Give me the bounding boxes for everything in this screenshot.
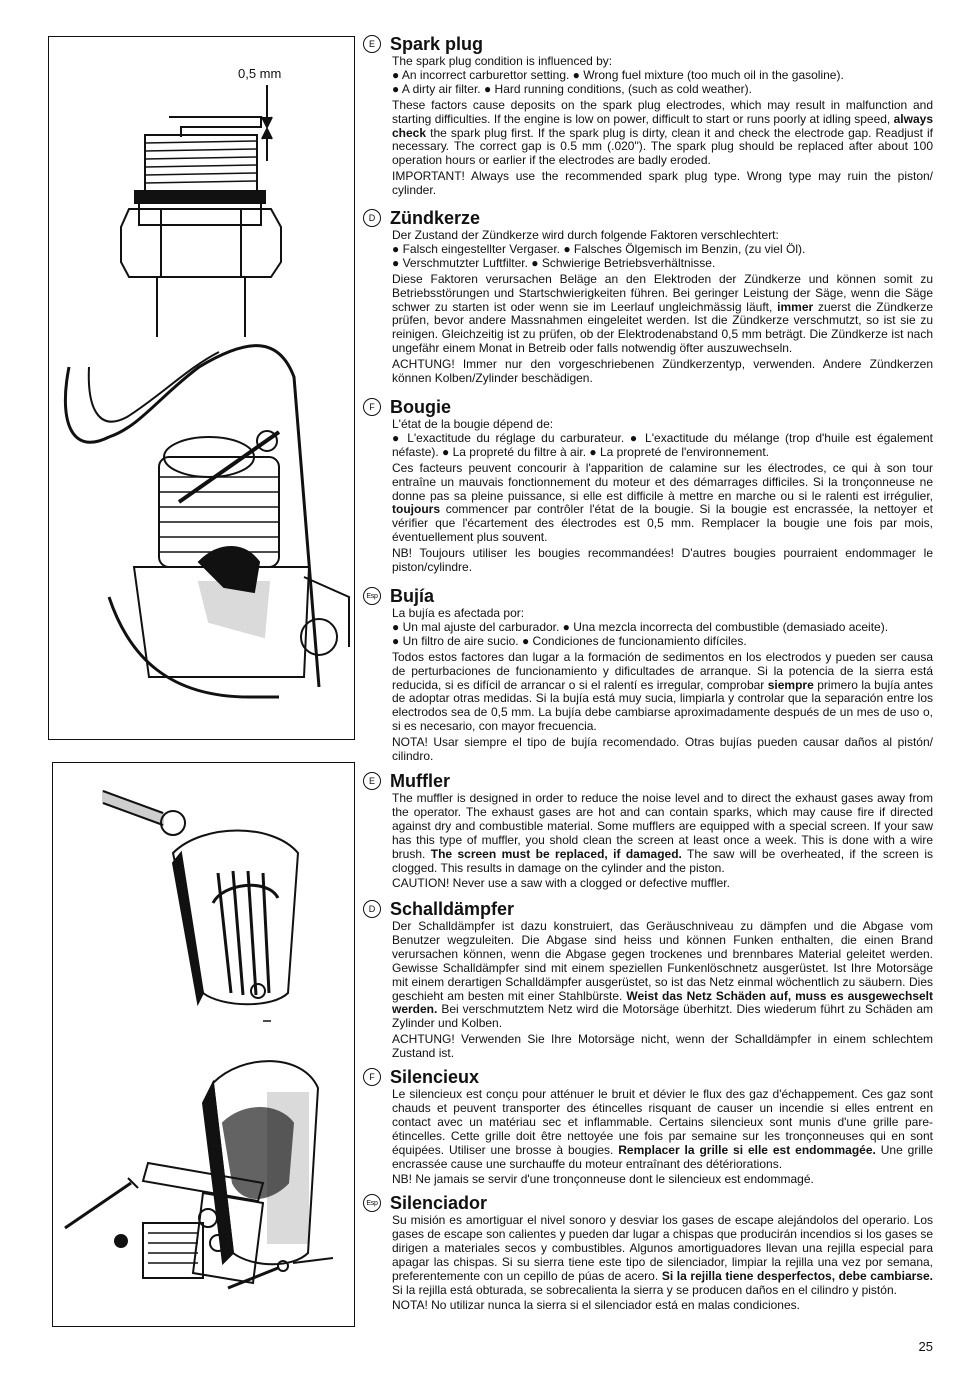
language-badge: F: [363, 398, 381, 416]
section-header: [363, 1192, 933, 1214]
section-spark-plug-de: [363, 207, 933, 386]
bullet-line: ● Falsch eingestellter Vergaser. ● Falsches Ölgemisch im Benzin, (zu viel Öl).: [392, 241, 806, 256]
paragraph: Le silencieux est conçu pour atténuer le bruit et dévier le flux des gaz d'échappement. Ces gaz sont chauds et peuvent transporter des étincelles risquant de causer un incendie si elles entrent en contact avec un matériau sec et inflammable. Certains silencieux sont munis d'une grille pare-étincelles. Cette grille doit être nettoyée une fois par semaine sur les tronçonneuses qui en sont équipées. Utiliser une brosse à bougies. Remplacer la grille si elle est endommagée. Une grille encrassée cause une surchauffe du moteur entraînant des détériorations.: [392, 1087, 934, 1171]
section-header: [363, 396, 933, 418]
language-badge: Esp: [363, 587, 381, 605]
language-badge: F: [363, 1068, 381, 1086]
language-badge: E: [363, 772, 381, 790]
muffler-illustration: [53, 763, 354, 1326]
section-header: [363, 898, 933, 920]
warning-text: NOTA! No utilizar nunca la sierra si el silenciador está en malas condiciones.: [392, 1298, 800, 1313]
section-header: [363, 33, 933, 55]
bullet-line: ● Verschmutzter Luftfilter. ● Schwierige Betriebsverhältnisse.: [392, 255, 716, 270]
section-spark-plug-fr: [363, 396, 933, 575]
section-body: [392, 229, 933, 386]
section-title: Zündkerze: [390, 207, 481, 228]
page-number: 25: [918, 1339, 933, 1354]
language-badge: D: [363, 209, 381, 227]
paragraph: Todos estos factores dan lugar a la formación de sedimentos en los electrodos y pueden ser causa de perturbaciones de funcionamiento y dificultades de arranque. Si la potencia de la sierra está reducida, si es difícil de arrancar o si el ralentí es irregular, comprobar siempre primero la bujía antes de adoptar otras medidas. Si la bujía está muy sucia, limpiarla y controlar que la separación entre los electrodos sea de 0,5 mm. La bujía debe cambiarse aproximadamente después de un mes de uso o, si es necesario, con mayor frecuencia.: [392, 649, 933, 734]
section-title: Bougie: [390, 396, 451, 417]
section-title: Silenciador: [390, 1192, 488, 1213]
section-spark-plug-en: [363, 33, 933, 198]
warning-text: IMPORTANT! Always use the recommended spark plug type. Wrong type may ruin the piston/ cylinder.: [392, 169, 933, 198]
paragraph: These factors cause deposits on the spark plug electrodes, which may result in malfunction and starting difficulties. If the engine is low on power, difficult to start or runs poorly at idling speed, always check the spark plug first. If the spark plug is dirty, clean it and check the electrode gap. Readjust if necessary. The correct gap is 0.5 mm (.020"). The spark plug should be replaced after about 100 operation hours or earlier if the electrodes are badly eroded.: [392, 97, 933, 168]
section-header: [363, 585, 933, 607]
section-body: [392, 792, 933, 891]
section-muffler-en: [363, 770, 933, 891]
intro-text: The spark plug condition is influenced by:: [392, 54, 613, 68]
warning-text: ACHTUNG! Verwenden Sie Ihre Motorsäge nicht, wenn der Schalldämpfer in einem schlechtem Zustand ist.: [392, 1032, 933, 1061]
bullet-line: ● A dirty air filter. ● Hard running conditions, (such as cold weather).: [392, 81, 752, 96]
section-title: Bujía: [390, 585, 435, 606]
section-spark-plug-es: [363, 585, 933, 764]
paragraph: Diese Faktoren verursachen Beläge an den Elektroden der Zündkerze und können somit zu Betriebsstörungen und Startschwierigkeiten führen. Bei geringer Leistung der Säge, wenn die Säge schwer zu starten ist oder wenn sie im Leerlauf ungleichmässig läuft, immer zuerst die Zündkerze prüfen, bevor andere Massnahmen eingeleitet werden. Ist die Zündkerze verschmutzt, so ist sie zu reinigen. Gleichzeitig ist zu prüfen, ob der Elektrodenabstand 0,5 mm beträgt. Die Zündkerze ist nach ungefähr einem Monat in Betreib oder falls notwendig öfter auszuwechseln.: [392, 271, 934, 356]
section-body: [392, 920, 933, 1061]
warning-text: NB! Ne jamais se servir d'une tronçonneuse dont le silencieux est endommagé.: [392, 1172, 814, 1187]
section-body: [392, 418, 933, 575]
paragraph: Ces facteurs peuvent concourir à l'apparition de calamine sur les électrodes, ce qui à son tour entraîne un mauvais fonctionnement du moteur et des démarrages difficiles. Si la tronçonneuse ne donne pas sa pleine puissance, si elle est difficile à mettre en marche ou si le ralenti est irrégulier, toujours commencer par contrôler l'état de la bougie. Si la bougie est encrassée, la nettoyer et vérifier que l'écartement des électrodes est 0,5 mm. Remplacer la bougie une fois par mois, éventuellement plus souvent.: [392, 460, 933, 545]
spark-plug-figure: [48, 36, 355, 740]
language-badge: Esp: [363, 1194, 381, 1212]
section-body: [392, 607, 933, 764]
bullet-line: ● L'exactitude du réglage du carburateur. ● L'exactitude du mélange (trop d'huile est également néfaste). ● La propreté du filtre à air. ● La propreté de l'environnement.: [392, 430, 933, 459]
muffler-figure: [52, 762, 355, 1327]
warning-text: NOTA! Usar siempre el tipo de bujía recomendado. Otras bujías pueden causar daños al pistón/ cilindro.: [392, 735, 933, 764]
paragraph: Su misión es amortiguar el nivel sonoro y desviar los gases de escape alejándolos del operario. Los gases de escape son calientes y pueden dar lugar a chispas que producirán incendios si los gases se dirigen a materiales secos y combustibles. Algunos amortiguadores llevan una rejilla especial para apagar las chispas. Si su sierra tiene este tipo de silenciador, limpiar la rejilla una vez por semana, preferentemente con un cepillo de púas de acero. Si la rejilla tiene desperfectos, debe cambiarse. Si la rejilla está obturada, se sobrecalienta la sierra y se producen daños en el cilindro y pistón.: [392, 1213, 934, 1297]
spark-plug-illustration: [49, 37, 354, 739]
intro-text: L'état de la bougie dépend de:: [392, 417, 554, 431]
gap-label: 0,5 mm: [238, 66, 282, 81]
section-muffler-es: [363, 1192, 933, 1313]
paragraph: Der Schalldämpfer ist dazu konstruiert, das Geräuschniveau zu dämpfen und die Abgase vom Benutzer wegzuleiten. Die Abgase sind heiss und können Funken enthalten, die einen Brand verursachen können, wenn die Abgase gegen trockenes und brennbares Material geleitet werden. Gewisse Schalldämpfer sind mit einem speziellen Funkenlöschnetz ausgerüstet. Ist Ihre Motorsäge mit einem derartigen Schalldämpfer ausgerüstet, so ist das Netz einmal wöchentlich zu säubern. Dies geschieht am besten mit einer Stahlbürste. Weist das Netz Schäden auf, muss es ausgewechselt werden. Bei verschmutztem Netz wird die Motorsäge überhitzt. Dies wiederum führt zu Schäden am Zylinder und Kolben.: [392, 919, 933, 1031]
warning-text: CAUTION! Never use a saw with a clogged or defective muffler.: [392, 876, 730, 891]
section-body: [392, 1214, 933, 1313]
section-title: Silencieux: [390, 1066, 480, 1087]
section-title: Spark plug: [390, 33, 484, 54]
language-badge: E: [363, 35, 381, 53]
section-header: [363, 1066, 933, 1088]
section-body: [392, 1088, 933, 1187]
bullet-line: ● Un filtro de aire sucio. ● Condiciones de funcionamiento difíciles.: [392, 633, 747, 648]
intro-text: La bujía es afectada por:: [392, 606, 525, 620]
intro-text: Der Zustand der Zündkerze wird durch folgende Faktoren verschlechtert:: [392, 228, 779, 242]
language-badge: D: [363, 900, 381, 918]
bullet-line: ● An incorrect carburettor setting. ● Wrong fuel mixture (too much oil in the gasoline).: [392, 67, 844, 82]
section-title: Schalldämpfer: [390, 898, 515, 919]
section-header: [363, 770, 933, 792]
section-muffler-fr: [363, 1066, 933, 1187]
section-body: [392, 55, 933, 198]
paragraph: The muffler is designed in order to reduce the noise level and to direct the exhaust gases away from the operator. The exhaust gases are hot and can contain sparks, which may cause fire if directed against dry and combustible material. Some mufflers are equipped with a special screen. If your saw has this type of muffler, you shold clean the screen at least once a week. This is done with a wire brush. The screen must be replaced, if damaged. The saw will be overheated, if the screen is clogged. This results in damage on the cylinder and the piston.: [392, 791, 933, 875]
section-header: [363, 207, 933, 229]
warning-text: ACHTUNG! Immer nur den vorgeschriebenen Zündkerzentyp, verwenden. Andere Zündkerzen können Kolben/Zylinder beschädigen.: [392, 357, 933, 386]
section-title: Muffler: [390, 770, 450, 791]
warning-text: NB! Toujours utiliser les bougies recommandées! D'autres bougies pourraient endommager le piston/cylindre.: [392, 546, 933, 575]
bullet-line: ● Un mal ajuste del carburador. ● Una mezcla incorrecta del combustible (demasiado aceite).: [392, 619, 889, 634]
section-muffler-de: [363, 898, 933, 1061]
